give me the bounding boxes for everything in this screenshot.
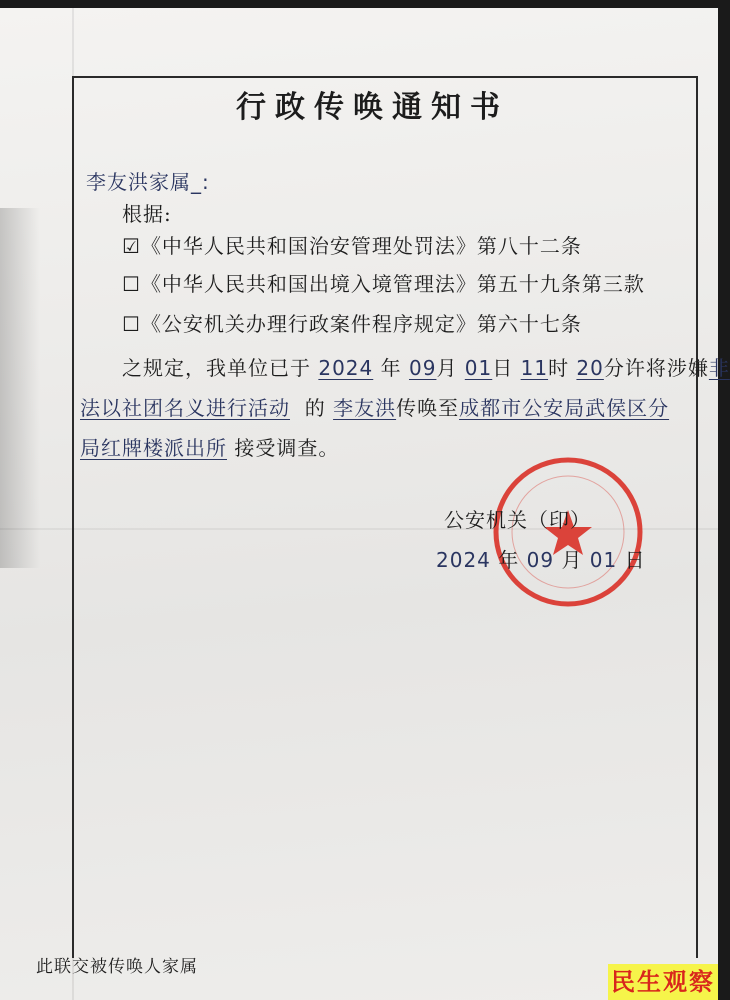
hand-shadow bbox=[0, 208, 40, 568]
body-line-2 bbox=[80, 392, 669, 421]
basis-label: 根据: bbox=[122, 202, 172, 226]
body-text: 传唤至 bbox=[396, 396, 460, 420]
body-text: 年 bbox=[498, 548, 520, 572]
summon-minute: 20 bbox=[576, 356, 604, 380]
footer-note: 此联交被传唤人家属 bbox=[36, 957, 198, 977]
document-title: 行政传唤通知书 bbox=[236, 90, 509, 125]
body-text: 之规定，我单位已于 bbox=[122, 356, 311, 380]
summon-location: 局红牌楼派出所 bbox=[80, 436, 227, 460]
watermark-badge: 民生观察 bbox=[608, 964, 718, 1000]
suspected-reason: 非 bbox=[708, 356, 730, 380]
body-text: 时 bbox=[548, 356, 570, 380]
body-text: 日 bbox=[492, 356, 514, 380]
body-text: 分许将涉嫌 bbox=[603, 356, 709, 380]
basis-item-1 bbox=[122, 230, 582, 259]
basis-item-text: 《中华人民共和国治安管理处罚法》第八十二条 bbox=[140, 234, 582, 258]
summon-day: 01 bbox=[464, 356, 493, 380]
summon-year: 2024 bbox=[318, 356, 374, 380]
basis-item-3 bbox=[122, 308, 582, 337]
body-text: 月 bbox=[436, 356, 458, 380]
basis-item-2 bbox=[122, 268, 645, 297]
suspected-reason: 法以社团名义进行活动 bbox=[80, 396, 290, 420]
basis-item-text: 《公安机关办理行政案件程序规定》第六十七条 bbox=[140, 312, 582, 336]
body-text: 年 bbox=[380, 356, 402, 380]
checkbox-unchecked-icon: ☐ bbox=[122, 312, 141, 336]
basis-item-text: 《中华人民共和国出境入境管理法》第五十九条第三款 bbox=[140, 272, 645, 296]
sign-month: 09 bbox=[526, 548, 555, 572]
checkbox-unchecked-icon: ☐ bbox=[122, 272, 141, 296]
sign-year: 2024 bbox=[436, 548, 491, 572]
sign-day: 01 bbox=[589, 548, 618, 572]
summoned-person: 李友洪 bbox=[333, 396, 397, 420]
summon-hour: 11 bbox=[520, 356, 549, 380]
signature-org: 公安机关（印） bbox=[444, 508, 591, 532]
body-text: 日 bbox=[624, 548, 646, 572]
body-text: 的 bbox=[304, 396, 326, 420]
checkbox-checked-icon: ☑ bbox=[122, 234, 141, 258]
addressee: 李友洪家属_: bbox=[86, 170, 210, 194]
body-text: 月 bbox=[561, 548, 583, 572]
summon-month: 09 bbox=[408, 356, 437, 380]
signature-date bbox=[436, 544, 646, 573]
summon-location: 成都市公安局武侯区分 bbox=[459, 396, 670, 420]
body-text: 接受调查。 bbox=[234, 436, 340, 460]
body-line-3 bbox=[80, 432, 339, 461]
body-line-1 bbox=[122, 352, 730, 381]
